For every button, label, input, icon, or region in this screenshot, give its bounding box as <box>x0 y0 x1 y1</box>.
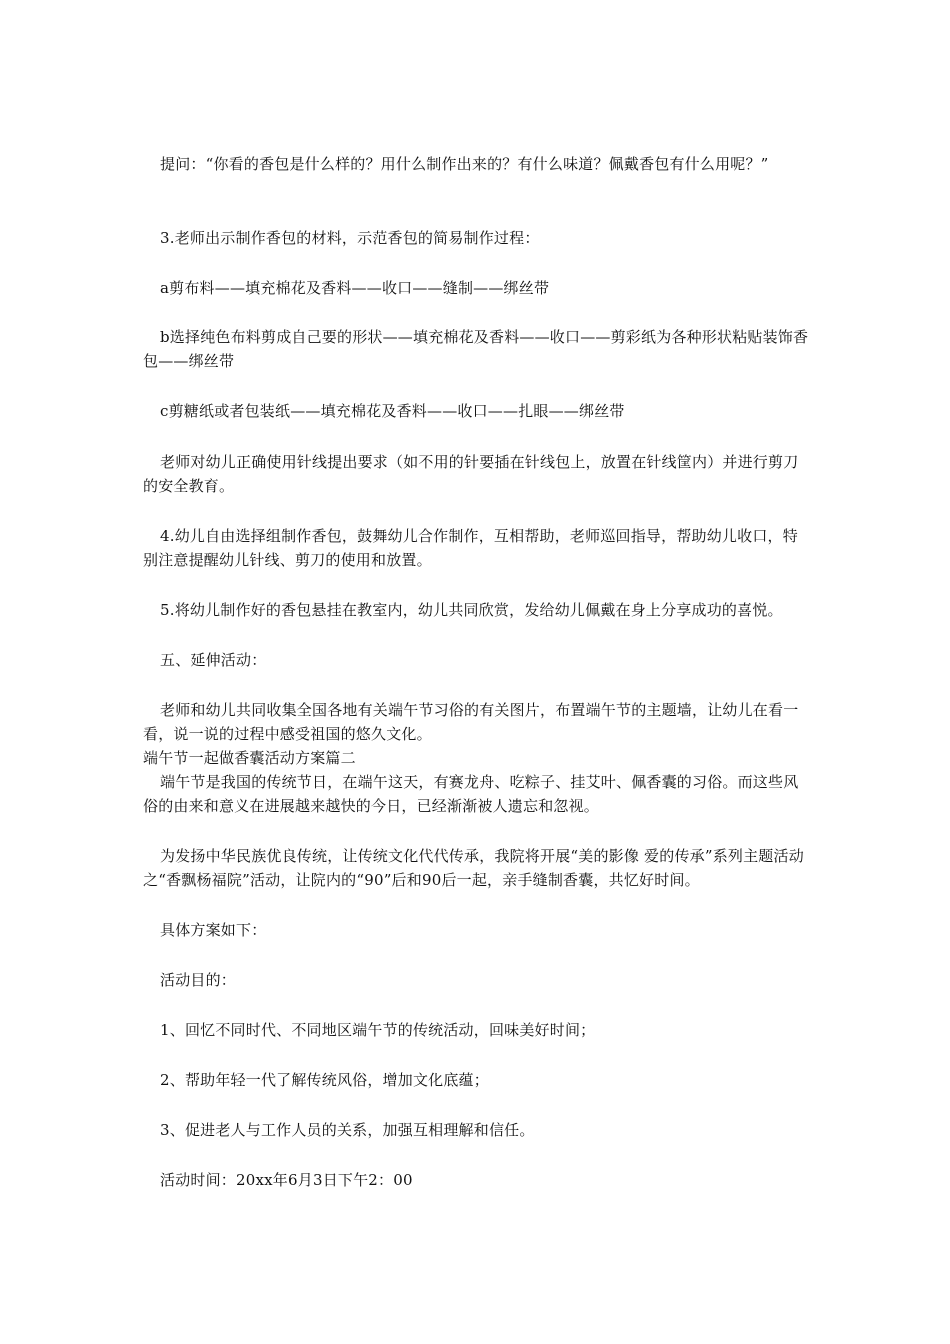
paragraph-purpose <box>143 844 813 892</box>
paragraph-text: 1、回忆不同时代、不同地区端午节的传统活动，回味美好时间； <box>160 1021 596 1039</box>
paragraph-goal-3 <box>143 1118 813 1142</box>
section-heading-extension <box>143 648 813 672</box>
paragraph-step-4 <box>143 524 813 572</box>
paragraph-text: 活动目的： <box>160 971 237 989</box>
paragraph-text: 3.老师出示制作香包的材料，示范香包的简易制作过程： <box>160 229 540 247</box>
paragraph-text: 具体方案如下： <box>160 921 267 939</box>
paragraph-goal-2 <box>143 1068 813 1092</box>
paragraph-festival-intro <box>143 770 813 818</box>
paragraph-method-a <box>143 276 813 300</box>
paragraph-goals-heading <box>143 968 813 992</box>
paragraph-plan-intro <box>143 918 813 942</box>
paragraph-text: 端午节是我国的传统节日，在端午这天，有赛龙舟、吃粽子、挂艾叶、佩香囊的习俗。而这些风俗的由来和意义在进展越来越快的今日，已经渐渐被人遗忘和忽视。 <box>143 773 799 815</box>
paragraph-step-3 <box>143 226 813 250</box>
paragraph-method-c <box>143 399 813 423</box>
paragraph-extension <box>143 698 813 746</box>
paragraph-text: 老师对幼儿正确使用针线提出要求（如不用的针要插在针线包上，放置在针线筐内）并进行剪刀的安全教育。 <box>143 453 799 495</box>
paragraph-text: 4.幼儿自由选择组制作香包，鼓舞幼儿合作制作，互相帮助，老师巡回指导，帮助幼儿收口，特别注意提醒幼儿针线、剪刀的使用和放置。 <box>143 527 798 569</box>
paragraph-text: 老师和幼儿共同收集全国各地有关端午节习俗的有关图片，布置端午节的主题墙，让幼儿在看一看，说一说的过程中感受祖国的悠久文化。 <box>143 701 799 743</box>
paragraph-text: c剪糖纸或者包装纸——填充棉花及香料——收口——扎眼——绑丝带 <box>160 402 625 420</box>
paragraph-step-5 <box>143 598 813 622</box>
paragraph-method-b <box>143 325 813 373</box>
paragraph-text: 提问：“你看的香包是什么样的？用什么制作出来的？有什么味道？佩戴香包有什么用呢？” <box>160 155 769 173</box>
paragraph-question <box>143 152 813 176</box>
paragraph-goal-1 <box>143 1018 813 1042</box>
paragraph-text: b选择纯色布料剪成自己要的形状——填充棉花及香料——收口——剪彩纸为各种形状粘贴装饰香包——绑丝带 <box>143 328 809 370</box>
paragraph-text: 五、延伸活动： <box>160 651 267 669</box>
paragraph-safety <box>143 450 813 498</box>
paragraph-text: a剪布料——填充棉花及香料——收口——缝制——绑丝带 <box>160 279 550 297</box>
paragraph-text: 为发扬中华民族优良传统，让传统文化代代传承，我院将开展“美的影像 爱的传承”系列主题活动之“香飘杨福院”活动，让院内的“90”后和90后一起，亲手缝制香囊，共忆好时间。 <box>143 847 804 889</box>
paragraph-text: 活动时间：20xx年6月3日下午2：00 <box>160 1171 413 1189</box>
section-title-part-two: 端午节一起做香囊活动方案篇二 <box>143 749 356 767</box>
paragraph-activity-time <box>143 1168 813 1192</box>
paragraph-text: 3、促进老人与工作人员的关系，加强互相理解和信任。 <box>160 1121 535 1139</box>
paragraph-text: 2、帮助年轻一代了解传统风俗，增加文化底蕴； <box>160 1071 489 1089</box>
paragraph-text: 5.将幼儿制作好的香包悬挂在教室内，幼儿共同欣赏，发给幼儿佩戴在身上分享成功的喜悦。 <box>160 601 783 619</box>
